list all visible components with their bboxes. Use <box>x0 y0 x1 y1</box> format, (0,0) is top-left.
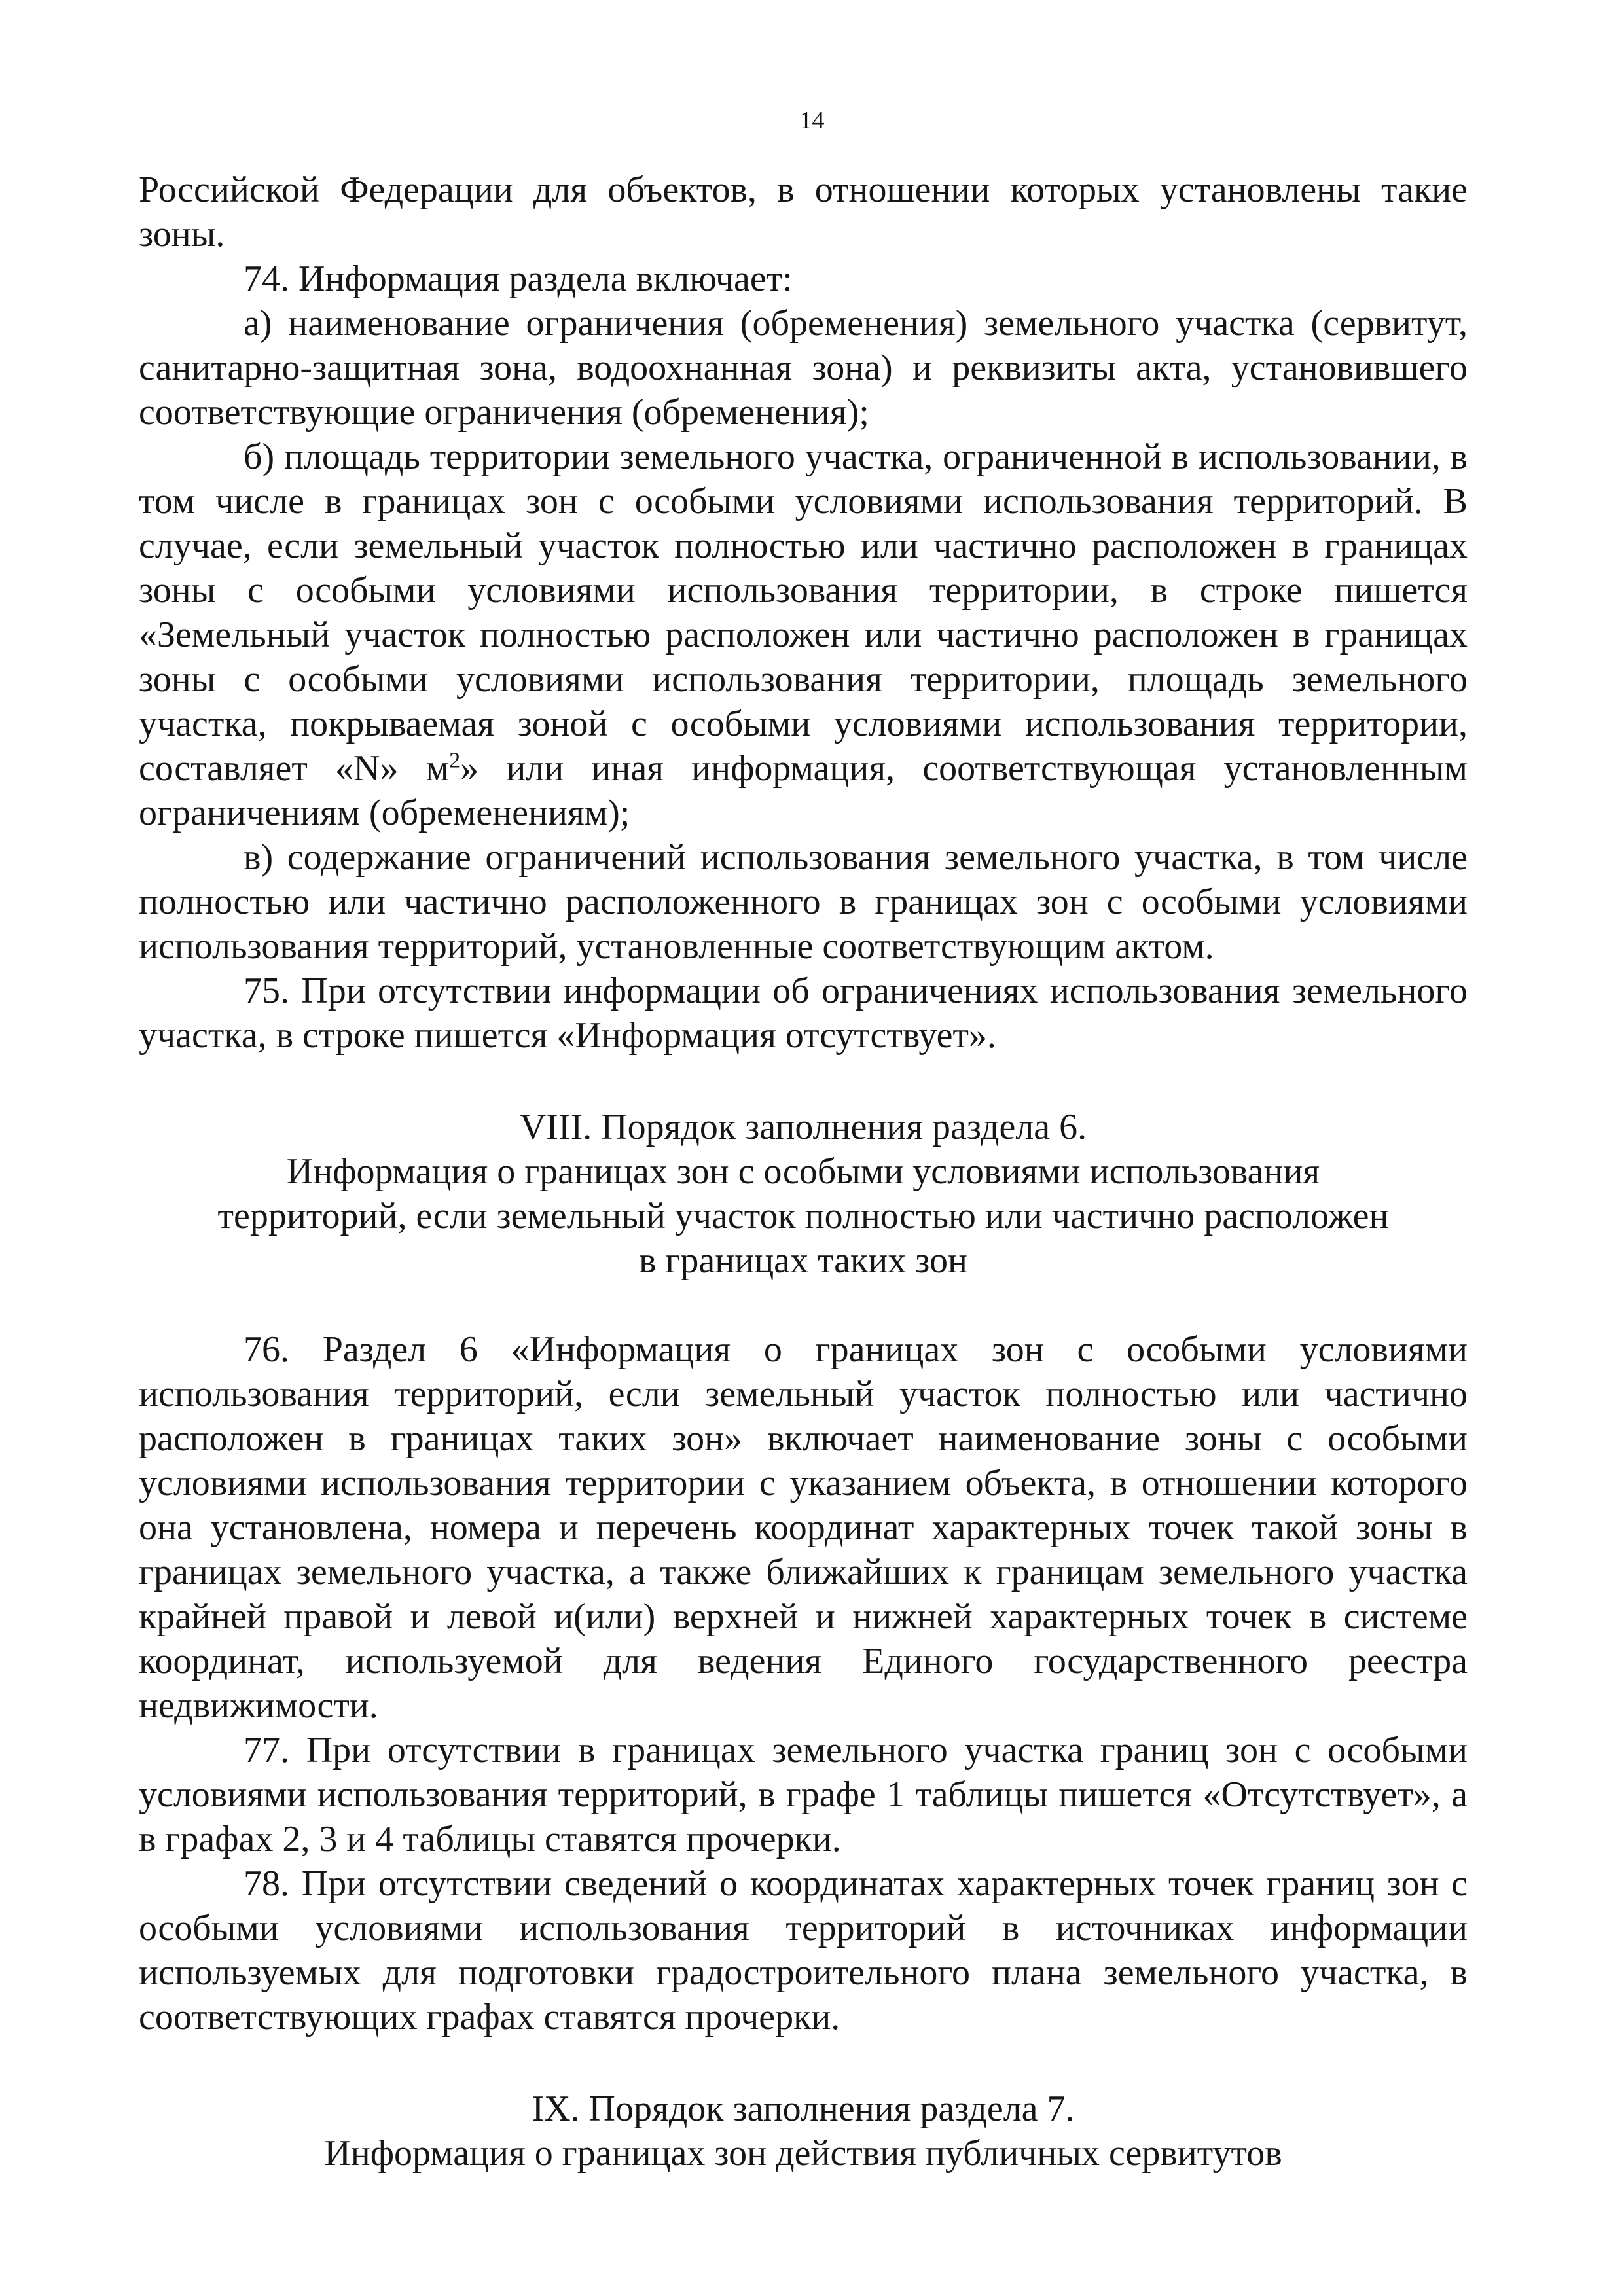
section-8-subtitle-line-1: Информация о границах зон с особыми условиями использования <box>286 1151 1320 1192</box>
section-8-subtitle-line-2: территорий, если земельный участок полностью или частично расположен <box>217 1196 1389 1236</box>
section-9-title: IX. Порядок заполнения раздела 7. <box>532 2089 1075 2129</box>
section-9-subtitle-line-1: Информация о границах зон действия публичных сервитутов <box>324 2133 1282 2174</box>
document-body <box>139 168 1468 2176</box>
paragraph-77: 77. При отсутствии в границах земельного участка границ зон с особыми условиями использования территорий, в графе 1 таблицы пишется «Отсутствует», а в графах 2, 3 и 4 таблицы ставятся прочерки. <box>139 1730 1468 1859</box>
section-8-subtitle-line-3: в границах таких зон <box>639 1240 967 1281</box>
paragraph-74b-text-2: » или иная информация, соответствующая установленным ограничениям (обременениям); <box>139 748 1468 833</box>
paragraph-74a: а) наименование ограничения (обременения) земельного участка (сервитут, санитарно-защитная зона, водоохнанная зона) и реквизиты акта, установившего соответствующие ограничения (обременения); <box>139 303 1468 433</box>
paragraph-intro-continuation: Российской Федерации для объектов, в отношении которых установлены такие зоны. <box>139 170 1468 255</box>
paragraph-74: 74. Информация раздела включает: <box>244 259 793 299</box>
paragraph-74b-text-1: б) площадь территории земельного участка, ограниченной в использовании, в том числе в границах зон с особыми условиями использования территорий. В случае, если земельный участок полностью или частично расположен в границах зоны с особыми условиями использования территории, в строке пишется «Земельный участок полностью расположен или частично расположен в границах зоны с особыми условиями использования территории, площадь земельного участка, покрываемая зоной с особыми условиями использования территории, составляет «N» м <box>139 437 1468 789</box>
section-8-title: VIII. Порядок заполнения раздела 6. <box>519 1107 1087 1147</box>
paragraph-76: 76. Раздел 6 «Информация о границах зон с особыми условиями использования территорий, если земельный участок полностью или частично расположен в границах таких зон» включает наименование зоны с особыми условиями использования территории с указанием объекта, в отношении которого она установлена, номера и перечень координат характерных точек такой зоны в границах земельного участка, а также ближайших к границам земельного участка крайней правой и левой и(или) верхней и нижней характерных точек в системе координат, используемой для ведения Единого государственного реестра недвижимости. <box>139 1329 1468 1726</box>
paragraph-75: 75. При отсутствии информации об ограничениях использования земельного участка, в строке пишется «Информация отсутствует». <box>139 971 1468 1056</box>
paragraph-74b <box>139 435 1468 835</box>
paragraph-78: 78. При отсутствии сведений о координатах характерных точек границ зон с особыми условиями использования территорий в источниках информации используемых для подготовки градостроительного плана земельного участка, в соответствующих графах ставятся прочерки. <box>139 1863 1468 2037</box>
section-9-heading <box>139 2087 1468 2176</box>
section-8-heading <box>139 1105 1468 1283</box>
paragraph-74c: в) содержание ограничений использования земельного участка, в том числе полностью или частично расположенного в границах зон с особыми условиями использования территорий, установленные соответствующим актом. <box>139 837 1468 967</box>
superscript-square: 2 <box>449 748 461 773</box>
page-number: 14 <box>799 107 825 134</box>
